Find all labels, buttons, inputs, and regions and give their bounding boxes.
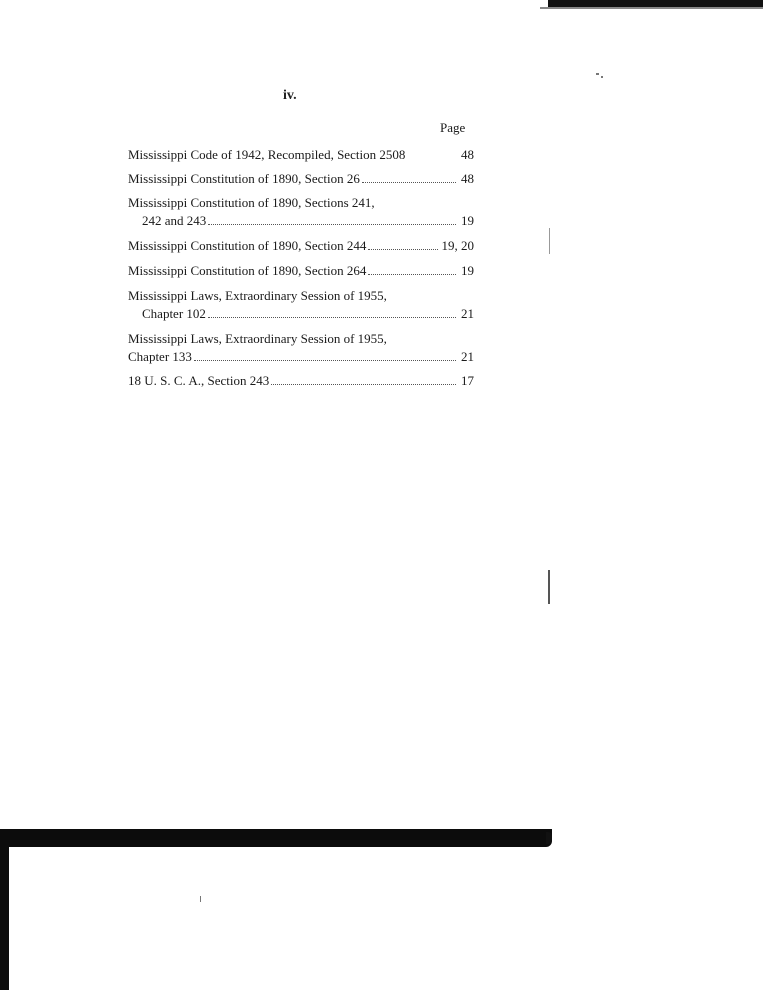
entry-title: Mississippi Laws, Extraordinary Session of 1955, — [128, 331, 387, 346]
entry-page: 21 — [461, 349, 474, 364]
dot-leader — [362, 182, 456, 183]
entry-title-continued: Chapter 102 — [142, 306, 206, 321]
entry-page: 19 — [461, 213, 474, 228]
entry-title: Mississippi Constitution of 1890, Section 264 — [128, 263, 367, 278]
entry-title: 18 U. S. C. A., Section 243 — [128, 373, 270, 388]
toc-entry — [128, 287, 474, 323]
entry-page: 19, 20 — [441, 238, 474, 253]
scan-left-edge — [0, 845, 9, 990]
scan-mark — [548, 570, 550, 604]
toc-entry — [128, 372, 474, 390]
entry-page: 48 — [461, 171, 474, 186]
toc-entry — [128, 237, 474, 255]
dot-leader — [208, 317, 456, 318]
toc-entry — [128, 262, 474, 280]
toc-entry — [128, 330, 474, 366]
toc-entry — [128, 194, 474, 230]
entry-page: 19 — [461, 263, 474, 278]
scan-speck — [596, 73, 599, 75]
entry-page: 21 — [461, 306, 474, 321]
scan-mark — [549, 228, 550, 254]
toc-entry — [128, 170, 474, 188]
entry-page: 17 — [461, 373, 474, 388]
dot-leader — [194, 360, 456, 361]
entry-title: Mississippi Laws, Extraordinary Session of 1955, — [128, 288, 387, 303]
entry-title: Mississippi Constitution of 1890, Section 26 — [128, 171, 360, 186]
page-number: iv. — [283, 88, 297, 103]
entry-title: Mississippi Constitution of 1890, Sections 241, — [128, 195, 375, 210]
page-column-label: Page — [440, 120, 466, 135]
toc-entry — [128, 146, 474, 164]
dot-leader — [208, 224, 456, 225]
entry-title-continued: 242 and 243 — [142, 213, 207, 228]
entry-title-continued: Chapter 133 — [128, 349, 192, 364]
dot-leader — [368, 274, 456, 275]
scan-shadow-band — [0, 829, 552, 847]
entry-title: Mississippi Constitution of 1890, Section 244 — [128, 238, 367, 253]
scan-top-edge — [548, 0, 763, 7]
scan-speck — [601, 76, 603, 78]
scan-top-edge-shadow — [540, 7, 763, 9]
scan-speck — [200, 896, 201, 902]
scan-shadow-band-end — [546, 832, 552, 844]
dot-leader — [271, 384, 456, 385]
entry-page: 48 — [461, 147, 474, 162]
entry-title: Mississippi Code of 1942, Recompiled, Section 2508 — [128, 147, 406, 162]
dot-leader — [368, 249, 437, 250]
